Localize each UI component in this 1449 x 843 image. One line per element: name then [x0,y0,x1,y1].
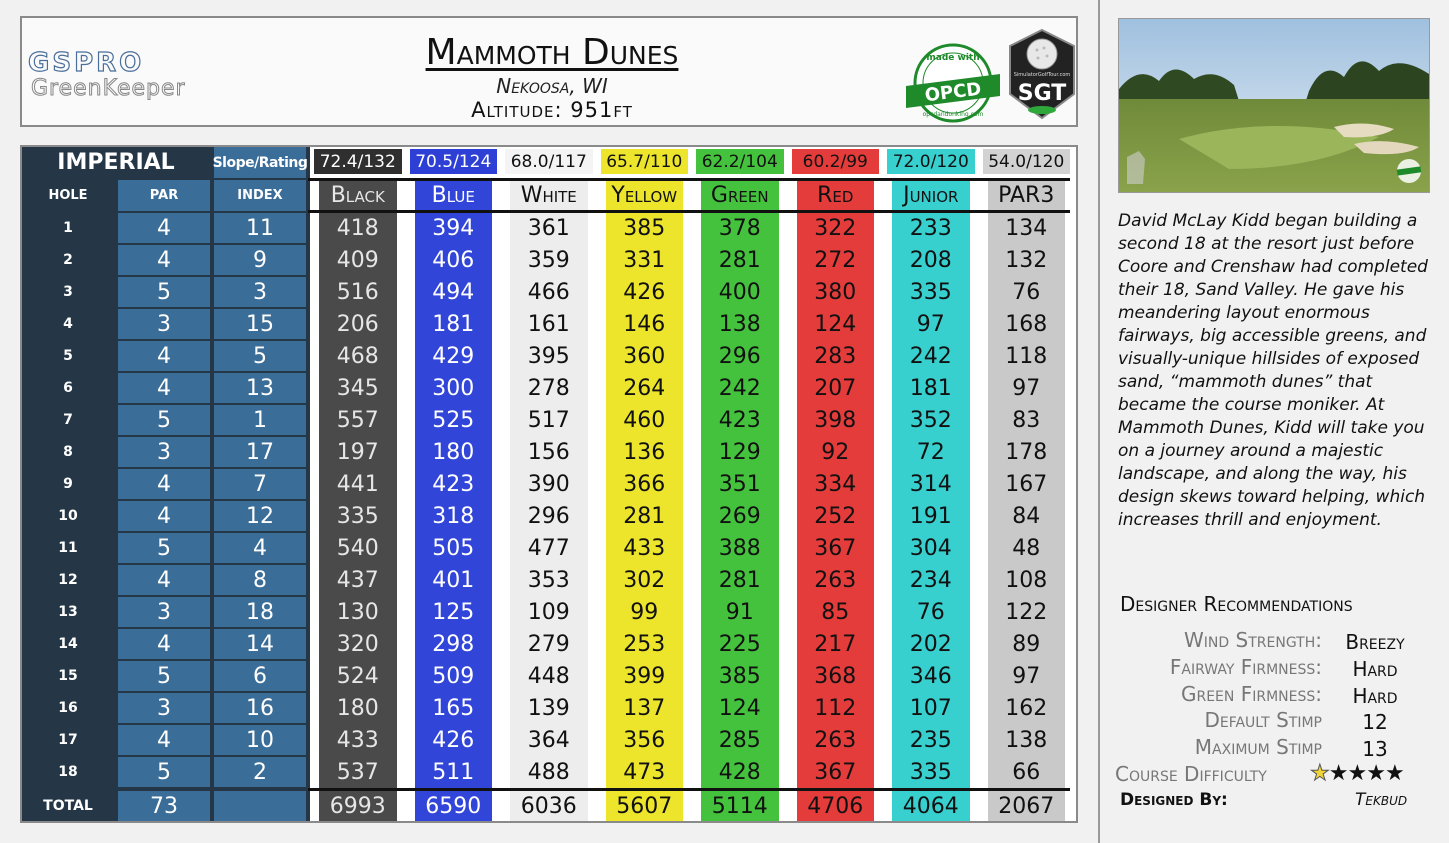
hole-number: 15 [22,661,114,691]
tee-yardage: 318 [432,503,475,529]
hole-index: 9 [214,245,306,275]
tee-yardage: 234 [909,567,952,593]
tee-yardage: 156 [527,439,570,465]
tee-yardage: 48 [1012,535,1041,561]
tee-yardage: 380 [814,279,857,305]
hole-index: 12 [214,501,306,531]
tee-yardage: 138 [718,311,761,337]
tee-yardage: 335 [336,503,379,529]
star-icon: ★ [1366,761,1385,786]
hole-index: 10 [214,725,306,755]
tee-yardage: 281 [718,567,761,593]
tee-yardage: 511 [432,759,475,785]
tee-yardage: 191 [909,503,952,529]
tee-yardage: 165 [432,695,475,721]
rec-value-green: Hard [1352,684,1398,708]
tee-yardage: 139 [527,695,570,721]
tee-yardage: 517 [527,407,570,433]
tee-yardage: 76 [1012,279,1041,305]
tee-yardage: 89 [1012,631,1041,657]
total-label: TOTAL [22,791,114,821]
tee-yardage: 202 [909,631,952,657]
tee-yardage: 395 [527,343,570,369]
hole-par: 4 [118,213,210,243]
hole-par: 3 [118,437,210,467]
hole-number: 2 [22,245,114,275]
index-total-empty [214,791,306,821]
tee-yardage: 83 [1012,407,1041,433]
tee-yardage: 394 [432,215,475,241]
tee-rating-junior: 72.0/120 [887,149,975,174]
tee-total-white: 6036 [520,793,577,819]
tee-yardage: 92 [821,439,850,465]
tee-total-blue: 6590 [425,793,482,819]
tee-yardage: 477 [527,535,570,561]
tee-yardage: 367 [814,759,857,785]
star-icon: ★ [1347,761,1367,786]
tee-yardage: 300 [432,375,475,401]
tee-yardage: 168 [1005,311,1048,337]
tee-yardage: 76 [916,599,945,625]
sgt-top-text: SimulatorGolfTour.com [1013,72,1071,78]
tee-yardage: 269 [718,503,761,529]
tee-yardage: 272 [814,247,857,273]
tee-yardage: 181 [432,311,475,337]
tee-yardage: 345 [336,375,379,401]
hole-number: 5 [22,341,114,371]
tee-rating-white: 68.0/117 [505,149,593,174]
rec-label-green: Green Firmness: [1180,682,1322,706]
hole-index: 11 [214,213,306,243]
tee-yardage: 378 [718,215,761,241]
tee-yardage: 84 [1012,503,1041,529]
hole-index: 15 [214,309,306,339]
slope-rating-label: Slope/Rating [214,147,306,178]
hole-par: 5 [118,405,210,435]
hole-number: 9 [22,469,114,499]
tee-yardage: 320 [336,631,379,657]
difficulty-stars [1310,761,1404,786]
designed-by-value: Tekbud [1355,790,1408,810]
tee-yardage: 146 [623,311,666,337]
tee-yardage: 302 [623,567,666,593]
hole-number: 12 [22,565,114,595]
tee-yardage: 180 [432,439,475,465]
tee-yardage: 334 [814,471,857,497]
tee-yardage: 281 [718,247,761,273]
tee-yardage: 233 [909,215,952,241]
panel-divider [1098,0,1100,843]
hole-index: 3 [214,277,306,307]
tee-yardage: 385 [718,663,761,689]
tee-yardage: 180 [336,695,379,721]
tee-yardage: 473 [623,759,666,785]
hole-number: 16 [22,693,114,723]
tee-yardage: 134 [1005,215,1048,241]
tee-yardage: 418 [336,215,379,241]
tee-yardage: 181 [909,375,952,401]
tee-yardage: 107 [909,695,952,721]
tee-yardage: 390 [527,471,570,497]
tee-yardage: 366 [623,471,666,497]
tee-yardage: 400 [718,279,761,305]
opcd-bottom-text: opcdandonking.com [922,111,984,118]
hole-par: 5 [118,757,210,787]
tee-rating-red: 60.2/99 [792,149,880,174]
hole-number: 13 [22,597,114,627]
hole-number: 14 [22,629,114,659]
tee-yardage: 360 [623,343,666,369]
rec-value-fairway: Hard [1352,657,1398,681]
tee-name-red: Red [817,183,854,208]
tee-yardage: 353 [527,567,570,593]
hole-number: 10 [22,501,114,531]
tee-yardage: 298 [432,631,475,657]
hole-par: 5 [118,661,210,691]
index-header: INDEX [214,180,306,211]
tee-yardage: 122 [1005,599,1048,625]
tee-yardage: 253 [623,631,666,657]
hole-number: 4 [22,309,114,339]
hole-par: 5 [118,533,210,563]
tee-yardage: 206 [336,311,379,337]
tee-yardage: 207 [814,375,857,401]
tee-rating-black: 72.4/132 [314,149,402,174]
rec-value-max-stimp: 13 [1362,737,1388,761]
tee-yardage: 322 [814,215,857,241]
tee-yardage: 283 [814,343,857,369]
tee-yardage: 460 [623,407,666,433]
tee-yardage: 225 [718,631,761,657]
tee-yardage: 448 [527,663,570,689]
tee-yardage: 346 [909,663,952,689]
tee-yardage: 437 [336,567,379,593]
tee-yardage: 66 [1012,759,1041,785]
tee-yardage: 401 [432,567,475,593]
tee-yardage: 252 [814,503,857,529]
tee-yardage: 468 [336,343,379,369]
divider-rule [308,178,1070,181]
hole-index: 2 [214,757,306,787]
tee-yardage: 208 [909,247,952,273]
tee-name-black: Black [330,183,385,208]
tee-yardage: 509 [432,663,475,689]
hole-par: 4 [118,629,210,659]
tee-yardage: 352 [909,407,952,433]
hole-number: 7 [22,405,114,435]
hole-par: 3 [118,597,210,627]
tee-rating-par3: 54.0/120 [983,149,1071,174]
tee-yardage: 335 [909,759,952,785]
tee-yardage: 388 [718,535,761,561]
course-name: Mammoth Dunes [425,32,679,73]
tee-yardage: 524 [336,663,379,689]
tee-yardage: 331 [623,247,666,273]
tee-yardage: 264 [623,375,666,401]
tee-yardage: 466 [527,279,570,305]
rec-label-wind: Wind Strength: [1184,628,1322,652]
hole-par: 4 [118,469,210,499]
hole-par: 3 [118,309,210,339]
tee-yardage: 423 [718,407,761,433]
tee-name-green: Green [710,183,769,208]
tee-yardage: 433 [336,727,379,753]
tee-yardage: 385 [623,215,666,241]
tee-total-red: 4706 [807,793,864,819]
tee-yardage: 525 [432,407,475,433]
tee-yardage: 304 [909,535,952,561]
tee-yardage: 124 [814,311,857,337]
hole-index: 1 [214,405,306,435]
hole-index: 8 [214,565,306,595]
tee-yardage: 242 [909,343,952,369]
tee-yardage: 125 [432,599,475,625]
hole-index: 17 [214,437,306,467]
tee-yardage: 91 [725,599,754,625]
hole-header: HOLE [22,180,114,211]
tee-yardage: 356 [623,727,666,753]
hole-index: 6 [214,661,306,691]
divider-rule [308,788,1070,791]
sgt-badge-icon [1006,28,1078,122]
hole-number: 17 [22,725,114,755]
tee-yardage: 162 [1005,695,1048,721]
opcd-main-text: OPCD [923,78,983,107]
hole-number: 18 [22,757,114,787]
rec-value-default-stimp: 12 [1362,710,1388,734]
course-photo [1118,18,1430,193]
tee-yardage: 426 [623,279,666,305]
par-total: 73 [118,791,210,821]
star-icon: ★ [1384,761,1404,786]
hole-par: 4 [118,501,210,531]
tee-total-black: 6993 [329,793,386,819]
tee-yardage: 263 [814,727,857,753]
tee-yardage: 118 [1005,343,1048,369]
hole-par: 5 [118,277,210,307]
tee-rating-yellow: 65.7/110 [601,149,689,174]
tee-yardage: 132 [1005,247,1048,273]
tee-yardage: 109 [527,599,570,625]
opcd-badge-icon [904,40,1002,126]
tee-yardage: 167 [1005,471,1048,497]
tee-yardage: 441 [336,471,379,497]
tee-yardage: 161 [527,311,570,337]
tee-yardage: 85 [821,599,850,625]
tee-total-yellow: 5607 [616,793,673,819]
hole-par: 4 [118,725,210,755]
tee-yardage: 242 [718,375,761,401]
tee-name-white: White [520,183,577,208]
hole-index: 7 [214,469,306,499]
hole-index: 13 [214,373,306,403]
tee-yardage: 124 [718,695,761,721]
hole-par: 3 [118,693,210,723]
tee-yardage: 279 [527,631,570,657]
tee-yardage: 97 [916,311,945,337]
tee-total-green: 5114 [711,793,768,819]
tee-yardage: 296 [527,503,570,529]
tee-yardage: 364 [527,727,570,753]
tee-yardage: 178 [1005,439,1048,465]
course-location: Nekoosa, WI [496,74,608,98]
designed-by-label: Designed By: [1120,790,1228,810]
tee-name-par3: PAR3 [998,183,1055,208]
opcd-top-text: made with [926,53,980,63]
tee-yardage: 398 [814,407,857,433]
tee-rating-green: 62.2/104 [696,149,784,174]
tee-yardage: 426 [432,727,475,753]
tee-yardage: 138 [1005,727,1048,753]
tee-yardage: 112 [814,695,857,721]
hole-index: 18 [214,597,306,627]
tee-yardage: 285 [718,727,761,753]
rec-label-fairway: Fairway Firmness: [1169,655,1322,679]
greenkeeper-logo: GreenKeeper [31,76,186,101]
star-icon: ★ [1310,761,1329,786]
tee-yardage: 314 [909,471,952,497]
hole-par: 4 [118,565,210,595]
tee-yardage: 351 [718,471,761,497]
tee-yardage: 129 [718,439,761,465]
rec-label-default-stimp: Default Stimp [1204,708,1322,732]
tee-yardage: 429 [432,343,475,369]
hole-number: 8 [22,437,114,467]
sgt-main-text: SGT [1017,81,1067,106]
tee-yardage: 97 [1012,663,1041,689]
tee-yardage: 130 [336,599,379,625]
tee-yardage: 557 [336,407,379,433]
tee-yardage: 409 [336,247,379,273]
tee-rating-blue: 70.5/124 [410,149,498,174]
tee-yardage: 278 [527,375,570,401]
par-header: PAR [118,180,210,211]
tee-name-junior: Junior [903,183,959,208]
tee-total-junior: 4064 [902,793,959,819]
hole-par: 4 [118,245,210,275]
tee-yardage: 263 [814,567,857,593]
tee-yardage: 505 [432,535,475,561]
hole-number: 3 [22,277,114,307]
recommendations-title: Designer Recommendations [1120,592,1353,616]
tee-yardage: 108 [1005,567,1048,593]
tee-yardage: 136 [623,439,666,465]
tee-yardage: 361 [527,215,570,241]
tee-yardage: 296 [718,343,761,369]
tee-yardage: 368 [814,663,857,689]
tee-yardage: 516 [336,279,379,305]
tee-yardage: 99 [630,599,659,625]
tee-yardage: 367 [814,535,857,561]
units-label: IMPERIAL [22,147,210,178]
tee-yardage: 399 [623,663,666,689]
course-altitude: Altitude: 951ft [471,98,633,122]
tee-yardage: 423 [432,471,475,497]
scorecard [20,145,1078,823]
gspro-logo: GSPRO [28,48,145,78]
tee-total-par3: 2067 [998,793,1055,819]
tee-yardage: 433 [623,535,666,561]
hole-par: 4 [118,341,210,371]
star-icon: ★ [1328,761,1348,786]
hole-par: 4 [118,373,210,403]
hole-number: 11 [22,533,114,563]
hole-index: 14 [214,629,306,659]
tee-yardage: 428 [718,759,761,785]
hole-index: 4 [214,533,306,563]
tee-yardage: 235 [909,727,952,753]
course-header [20,16,1078,127]
rec-label-max-stimp: Maximum Stimp [1194,735,1322,759]
tee-yardage: 488 [527,759,570,785]
divider-rule [308,210,1070,213]
tee-yardage: 406 [432,247,475,273]
hole-index: 5 [214,341,306,371]
course-description: David McLay Kidd began building a second 18 at the resort just before Coore and Crenshaw had completed their 18, Sand Valley. He gave his meandering layout enormous fairways, big accessible greens, and visually-unique hillsides of exposed sand, “mammoth dunes” that became the course moniker. At Mammoth Dunes, Kidd will take you on a journey around a majestic landscape, and along the way, his design skews toward helping, which increases thrill and enjoyment. [1118,211,1428,530]
tee-yardage: 494 [432,279,475,305]
rec-value-wind: Breezy [1345,630,1405,654]
tee-yardage: 359 [527,247,570,273]
tee-yardage: 137 [623,695,666,721]
tee-yardage: 537 [336,759,379,785]
difficulty-label: Course Difficulty [1115,762,1267,786]
tee-yardage: 217 [814,631,857,657]
tee-name-blue: Blue [431,183,475,208]
hole-index: 16 [214,693,306,723]
hole-number: 1 [22,213,114,243]
tee-yardage: 281 [623,503,666,529]
tee-yardage: 335 [909,279,952,305]
tee-yardage: 97 [1012,375,1041,401]
tee-yardage: 72 [916,439,945,465]
tee-name-yellow: Yellow [611,183,678,208]
hole-number: 6 [22,373,114,403]
tee-yardage: 540 [336,535,379,561]
tee-yardage: 197 [336,439,379,465]
